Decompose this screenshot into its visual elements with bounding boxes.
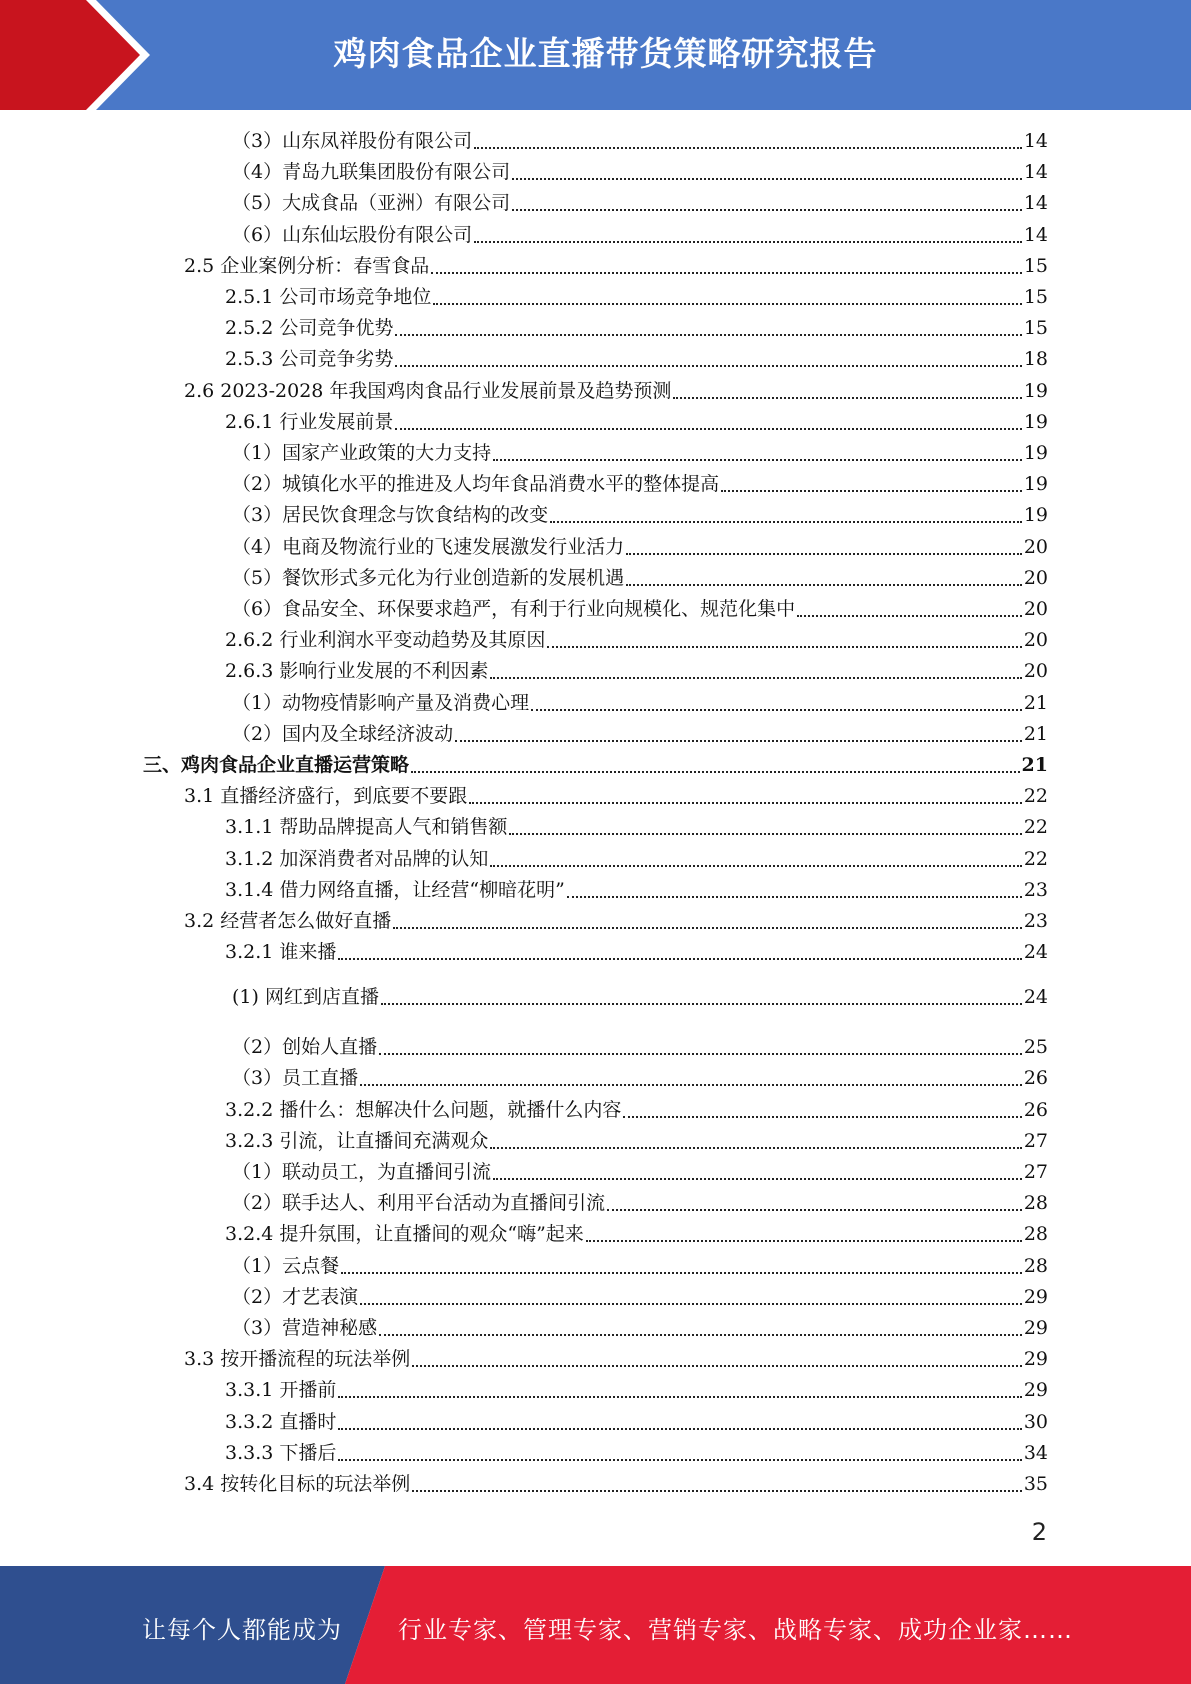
toc-leader-dots	[490, 676, 1021, 679]
toc-leader-dots	[490, 864, 1021, 867]
toc-entry[interactable]	[232, 438, 1048, 469]
toc-entry[interactable]	[225, 875, 1048, 906]
toc-entry-label: （3）山东凤祥股份有限公司	[232, 130, 473, 152]
toc-entry-page: 26	[1023, 1098, 1048, 1121]
toc-entry-page: 14	[1023, 192, 1048, 215]
toc-entry[interactable]	[232, 1188, 1048, 1219]
toc-entry-page: 34	[1023, 1441, 1048, 1464]
toc-entry-page: 14	[1023, 223, 1048, 246]
toc-leader-dots	[567, 895, 1022, 898]
toc-leader-dots	[360, 1083, 1022, 1086]
toc-leader-dots	[412, 1364, 1022, 1367]
toc-entry[interactable]	[225, 844, 1048, 875]
toc-entry-page: 20	[1023, 660, 1048, 683]
toc-entry[interactable]	[232, 719, 1048, 750]
toc-leader-dots	[411, 770, 1020, 773]
toc-entry-page: 35	[1023, 1473, 1048, 1495]
toc-entry-page: 28	[1023, 1254, 1048, 1277]
toc-entry-label: （5）大成食品（亚洲）有限公司	[232, 192, 511, 215]
toc-entry-label: 2.6.2 行业利润水平变动趋势及其原因	[225, 629, 546, 652]
toc-entry-label: （1）联动员工，为直播间引流	[232, 1161, 492, 1183]
toc-entry-label: 2.6 2023-2028 年我国鸡肉食品行业发展前景及趋势预测	[184, 379, 672, 402]
toc-entry-label: （2）城镇化水平的推进及人均年食品消费水平的整体提高	[232, 473, 720, 496]
toc-entry-page: 14	[1023, 130, 1048, 152]
footer-slogan-right: 行业专家、管理专家、营销专家、战略专家、成功企业家……	[398, 1616, 1073, 1644]
toc-entry-label: （2）联手达人、利用平台活动为直播间引流	[232, 1192, 606, 1215]
toc-leader-dots	[493, 458, 1022, 461]
toc-entry[interactable]	[232, 1313, 1048, 1344]
footer-band	[0, 1566, 1191, 1684]
toc-entry-page: 19	[1023, 379, 1048, 402]
toc-leader-dots	[360, 1302, 1022, 1305]
toc-leader-dots	[607, 1208, 1022, 1211]
toc-entry[interactable]	[225, 937, 1048, 968]
toc-entry-page: 14	[1023, 161, 1048, 184]
toc-entry-page: 15	[1023, 317, 1048, 340]
toc-entry-label: 3.3.2 直播时	[225, 1410, 337, 1433]
toc-entry[interactable]	[232, 532, 1048, 563]
toc-entry[interactable]	[225, 407, 1048, 438]
toc-entry-page: 19	[1023, 473, 1048, 496]
toc-entry-page: 24	[1023, 986, 1048, 1009]
toc-entry-page: 21	[1021, 754, 1048, 776]
toc-leader-dots	[455, 739, 1022, 742]
toc-entry[interactable]	[184, 251, 1048, 282]
toc-entry[interactable]	[225, 344, 1048, 375]
toc-entry-label: 3.4 按转化目标的玩法举例	[184, 1473, 411, 1495]
toc-entry-label: 3.2.3 引流，让直播间充满观众	[225, 1129, 489, 1152]
toc-leader-dots	[493, 1177, 1022, 1180]
toc-entry-label: （3）居民饮食理念与饮食结构的改变	[232, 504, 549, 527]
toc-entry-label: （4）青岛九联集团股份有限公司	[232, 161, 511, 184]
toc-entry-label: 3.1 直播经济盛行，到底要不要跟	[184, 785, 468, 808]
toc-leader-dots	[490, 1146, 1021, 1149]
toc-entry-page: 25	[1023, 1036, 1048, 1059]
toc-entry[interactable]	[184, 1344, 1048, 1375]
toc-entry-label: 3.1.1 帮助品牌提高人气和销售额	[225, 816, 508, 839]
toc-leader-dots	[431, 271, 1022, 274]
toc-entry[interactable]	[225, 1375, 1048, 1406]
toc-leader-dots	[512, 177, 1022, 180]
toc-leader-dots	[412, 1489, 1022, 1492]
toc-leader-dots	[550, 520, 1022, 523]
toc-entry[interactable]	[225, 313, 1048, 344]
toc-entry[interactable]	[232, 469, 1048, 500]
toc-entry-label: 3.3.1 开播前	[225, 1379, 337, 1402]
toc-entry[interactable]	[184, 376, 1048, 407]
toc-entry-page: 21	[1023, 691, 1048, 714]
toc-leader-dots	[547, 645, 1021, 648]
toc-entry-page: 29	[1023, 1379, 1048, 1402]
footer-slogan-left: 让每个人都能成为	[142, 1616, 342, 1644]
toc-leader-dots	[395, 427, 1021, 430]
toc-entry-label: (1) 网红到店直播	[232, 986, 379, 1009]
toc-entry-page: 23	[1023, 910, 1048, 932]
toc-entry-label: （6）食品安全、环保要求趋严，有利于行业向规模化、规范化集中	[232, 598, 796, 620]
toc-entry[interactable]	[232, 220, 1048, 251]
toc-entry-page: 20	[1023, 629, 1048, 652]
toc-leader-dots	[338, 957, 1021, 960]
toc-entry-label: 三、鸡肉食品企业直播运营策略	[143, 754, 410, 776]
toc-entry-page: 22	[1023, 816, 1048, 839]
toc-entry-label: （5）餐饮形式多元化为行业创造新的发展机遇	[232, 566, 625, 589]
toc-leader-dots	[338, 1427, 1021, 1430]
toc-entry[interactable]	[232, 688, 1048, 719]
toc-entry[interactable]	[232, 1251, 1048, 1282]
toc-entry-page: 29	[1023, 1285, 1048, 1308]
toc-entry-page: 29	[1023, 1317, 1048, 1339]
toc-leader-dots	[395, 333, 1021, 336]
toc-entry-label: 3.2.4 提升氛围，让直播间的观众“嗨”起来	[225, 1223, 584, 1246]
toc-leader-dots	[469, 801, 1022, 804]
toc-entry-label: 2.6.3 影响行业发展的不利因素	[225, 660, 489, 683]
toc-entry-label: 3.3 按开播流程的玩法举例	[184, 1348, 411, 1371]
toc-leader-dots	[338, 1395, 1021, 1398]
toc-entry-page: 15	[1023, 254, 1048, 277]
toc-leader-dots	[433, 302, 1021, 305]
toc-entry-page: 26	[1023, 1067, 1048, 1090]
toc-leader-dots	[379, 1333, 1022, 1336]
toc-entry-label: （2）国内及全球经济波动	[232, 722, 454, 745]
toc-entry-label: （1）国家产业政策的大力支持	[232, 442, 492, 464]
report-title: 鸡肉食品企业直播带货策略研究报告	[333, 34, 878, 73]
toc-leader-dots	[393, 926, 1022, 929]
toc-entry-page: 20	[1023, 535, 1048, 558]
toc-entry-page: 15	[1023, 286, 1048, 308]
header-band	[0, 0, 1191, 110]
toc-leader-dots	[474, 240, 1022, 243]
toc-entry-label: 2.5 企业案例分析：春雪食品	[184, 254, 430, 277]
toc-entry-page: 20	[1023, 598, 1048, 620]
toc-entry-label: 3.2 经营者怎么做好直播	[184, 910, 392, 932]
toc-entry-page: 19	[1023, 442, 1048, 464]
toc-entry[interactable]	[225, 1095, 1048, 1126]
toc-entry-page: 19	[1023, 504, 1048, 527]
toc-entry[interactable]	[232, 1032, 1048, 1063]
toc-entry[interactable]	[225, 1438, 1048, 1469]
toc-leader-dots	[673, 396, 1021, 399]
toc-entry-label: 2.5.3 公司竞争劣势	[225, 348, 394, 371]
toc-entry-label: 3.2.1 谁来播	[225, 941, 337, 964]
toc-entry[interactable]	[225, 1407, 1048, 1438]
toc-entry-page: 27	[1023, 1129, 1048, 1152]
toc-entry-label: 3.3.3 下播后	[225, 1441, 337, 1464]
toc-leader-dots	[341, 1271, 1022, 1274]
toc-leader-dots	[797, 614, 1022, 617]
toc-entry[interactable]	[225, 812, 1048, 843]
toc-entry[interactable]	[232, 500, 1048, 531]
toc-entry[interactable]	[232, 594, 1048, 625]
toc-leader-dots	[626, 552, 1022, 555]
toc-entry-page: 24	[1023, 941, 1048, 964]
toc-leader-dots	[379, 1052, 1022, 1055]
toc-entry[interactable]	[225, 1126, 1048, 1157]
toc-leader-dots	[395, 364, 1021, 367]
toc-leader-dots	[721, 489, 1022, 492]
toc-entry[interactable]	[225, 625, 1048, 656]
toc-entry-page: 18	[1023, 348, 1048, 371]
toc-leader-dots	[474, 146, 1022, 149]
toc-entry-page: 23	[1023, 878, 1048, 901]
toc-entry-page: 27	[1023, 1161, 1048, 1183]
toc-entry[interactable]	[143, 750, 1048, 781]
toc-entry-page: 22	[1023, 785, 1048, 808]
toc-entry-label: 3.1.2 加深消费者对品牌的认知	[225, 847, 489, 870]
toc-entry[interactable]	[232, 157, 1048, 188]
toc-entry[interactable]	[184, 906, 1048, 937]
toc-entry-label: （2）才艺表演	[232, 1285, 359, 1308]
toc-leader-dots	[509, 832, 1021, 835]
toc-entry-label: 3.1.4 借力网络直播，让经营“柳暗花明”	[225, 878, 565, 901]
toc-entry[interactable]	[225, 282, 1048, 313]
toc-leader-dots	[531, 708, 1022, 711]
toc-entry[interactable]	[232, 126, 1048, 157]
toc-entry-page: 30	[1023, 1410, 1048, 1433]
page-number: 2	[1031, 1518, 1047, 1546]
toc-entry[interactable]	[232, 1157, 1048, 1188]
toc-entry-label: （2）创始人直播	[232, 1036, 378, 1059]
toc-entry[interactable]	[232, 188, 1048, 219]
toc-entry[interactable]	[225, 1219, 1048, 1250]
toc-entry-label: （1）云点餐	[232, 1254, 340, 1277]
toc-entry-page: 20	[1023, 566, 1048, 589]
toc-entry[interactable]	[232, 563, 1048, 594]
toc-leader-dots	[623, 1115, 1021, 1118]
toc-entry-page: 19	[1023, 410, 1048, 433]
toc-entry-label: （3）营造神秘感	[232, 1317, 378, 1339]
toc-entry[interactable]	[184, 781, 1048, 812]
toc-leader-dots	[586, 1239, 1022, 1242]
toc-entry-page: 28	[1023, 1223, 1048, 1246]
toc-leader-dots	[338, 1458, 1021, 1461]
toc-entry-label: （3）员工直播	[232, 1067, 359, 1090]
toc-entry-label: 3.2.2 播什么：想解决什么问题，就播什么内容	[225, 1098, 622, 1121]
toc-entry-label: 2.5.1 公司市场竞争地位	[225, 286, 432, 308]
toc-entry-label: （6）山东仙坛股份有限公司	[232, 223, 473, 246]
toc-entry-label: （4）电商及物流行业的飞速发展激发行业活力	[232, 535, 625, 558]
toc-entry-page: 29	[1023, 1348, 1048, 1371]
toc-entry-page: 22	[1023, 847, 1048, 870]
toc-entry[interactable]	[232, 1282, 1048, 1313]
toc-entry[interactable]	[225, 656, 1048, 687]
toc-entry-page: 21	[1023, 722, 1048, 745]
toc-leader-dots	[512, 208, 1022, 211]
toc-entry-label: 2.5.2 公司竞争优势	[225, 317, 394, 340]
toc-entry[interactable]	[184, 1469, 1048, 1500]
toc-entry-label: 2.6.1 行业发展前景	[225, 410, 394, 433]
toc-leader-dots	[626, 583, 1022, 586]
toc-entry-page: 28	[1023, 1192, 1048, 1215]
toc-entry[interactable]	[232, 1063, 1048, 1094]
toc-entry-label: （1）动物疫情影响产量及消费心理	[232, 691, 530, 714]
toc-leader-dots	[381, 1002, 1022, 1005]
toc-entry[interactable]	[232, 982, 1048, 1013]
